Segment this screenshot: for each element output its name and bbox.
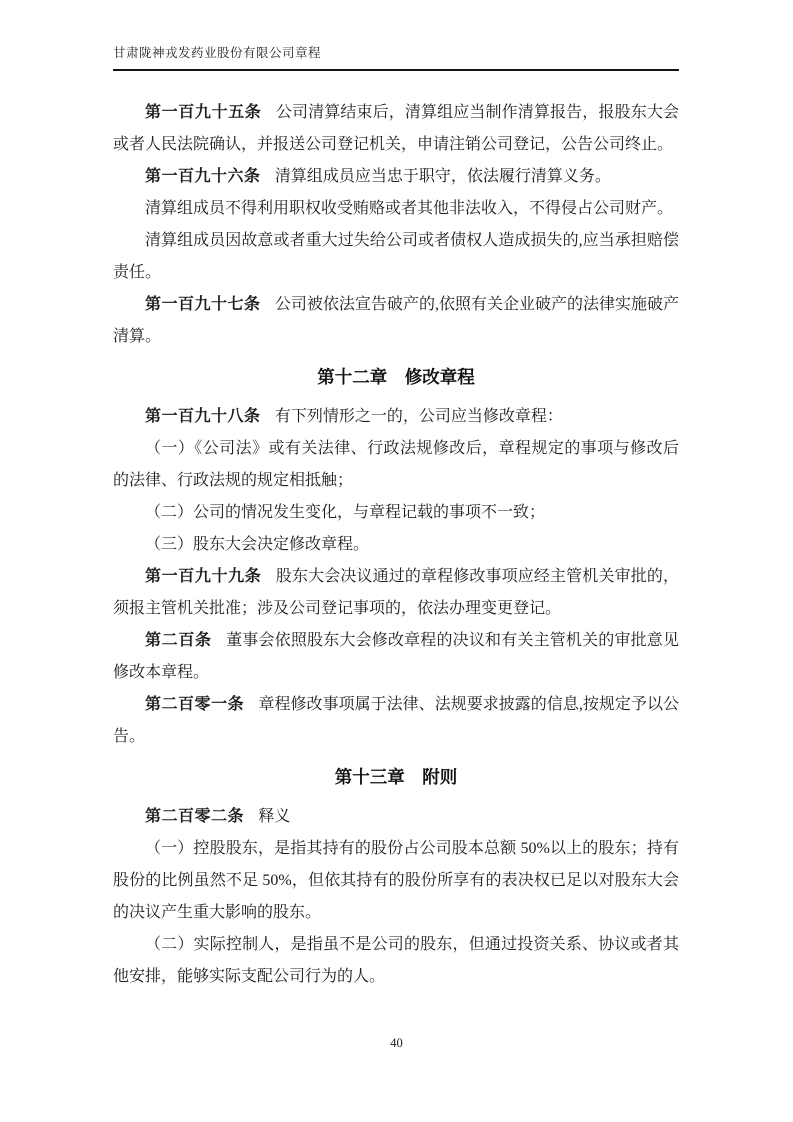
article-paragraph [113,401,679,433]
article-text: 章程修改事项属于法律、法规要求披露的信息,按规定予以公告。 [113,696,679,745]
article-number: 第二百零二条 [145,808,245,825]
article-number: 第二百条 [145,632,212,649]
article-text: 股东大会决议通过的章程修改事项应经主管机关审批的，须报主管机关批准；涉及公司登记事项的，依法办理变更登记。 [113,568,679,617]
article-number: 第一百九十九条 [145,568,262,585]
article-paragraph [113,689,679,753]
list-item-paragraph: （三）股东大会决定修改章程。 [145,536,370,553]
chapter-heading: 第十三章 附则 [334,767,458,787]
article-text: 清算组成员应当忠于职守，依法履行清算义务。 [274,168,611,185]
list-item-paragraph: （一）控股股东，是指其持有的股份占公司股本总额 50%以上的股东；持有股份的比例虽然不足 50%，但依其持有的股份所享有的表决权已足以对股东大会的决议产生重大影响的股东。 [113,840,679,921]
article-number: 第一百九十五条 [145,104,262,121]
article-paragraph [113,561,679,625]
article-number: 第一百九十七条 [145,296,261,313]
article-text: 释义 [258,808,291,825]
article-number: 第一百九十六条 [145,168,261,185]
chapter-heading: 第十二章 修改章程 [317,367,475,387]
page-footer [0,1036,793,1051]
article-number: 第一百九十八条 [145,408,261,425]
article-text: 公司被依法宣告破产的,依照有关企业破产的法律实施破产清算。 [113,296,679,345]
article-paragraph [113,289,679,353]
document-content [113,97,679,993]
article-text: 公司清算结束后，清算组应当制作清算报告，报股东大会或者人民法院确认，并报送公司登记机关，申请注销公司登记，公告公司终止。 [113,104,679,153]
page-number: 40 [390,1036,403,1050]
article-number: 第二百零一条 [145,696,245,713]
list-item-paragraph: （二）公司的情况发生变化，与章程记载的事项不一致； [145,504,546,521]
article-paragraph [113,161,679,193]
list-item-paragraph: （一）《公司法》或有关法律、行政法规修改后，章程规定的事项与修改后的法律、行政法规的规定相抵触； [113,440,679,489]
page-header [113,46,679,71]
body-paragraph: 清算组成员不得利用职权收受贿赂或者其他非法收入，不得侵占公司财产。 [145,200,674,217]
article-paragraph [113,801,679,833]
article-text: 董事会依照股东大会修改章程的决议和有关主管机关的审批意见修改本章程。 [113,632,679,681]
body-paragraph: 清算组成员因故意或者重大过失给公司或者债权人造成损失的,应当承担赔偿责任。 [113,232,679,281]
article-paragraph [113,625,679,689]
article-text: 有下列情形之一的，公司应当修改章程： [274,408,563,425]
article-paragraph [113,97,679,161]
list-item-paragraph: （二）实际控制人，是指虽不是公司的股东，但通过投资关系、协议或者其他安排，能够实际支配公司行为的人。 [113,936,679,985]
header-title: 甘肃陇神戎发药业股份有限公司章程 [113,46,679,71]
